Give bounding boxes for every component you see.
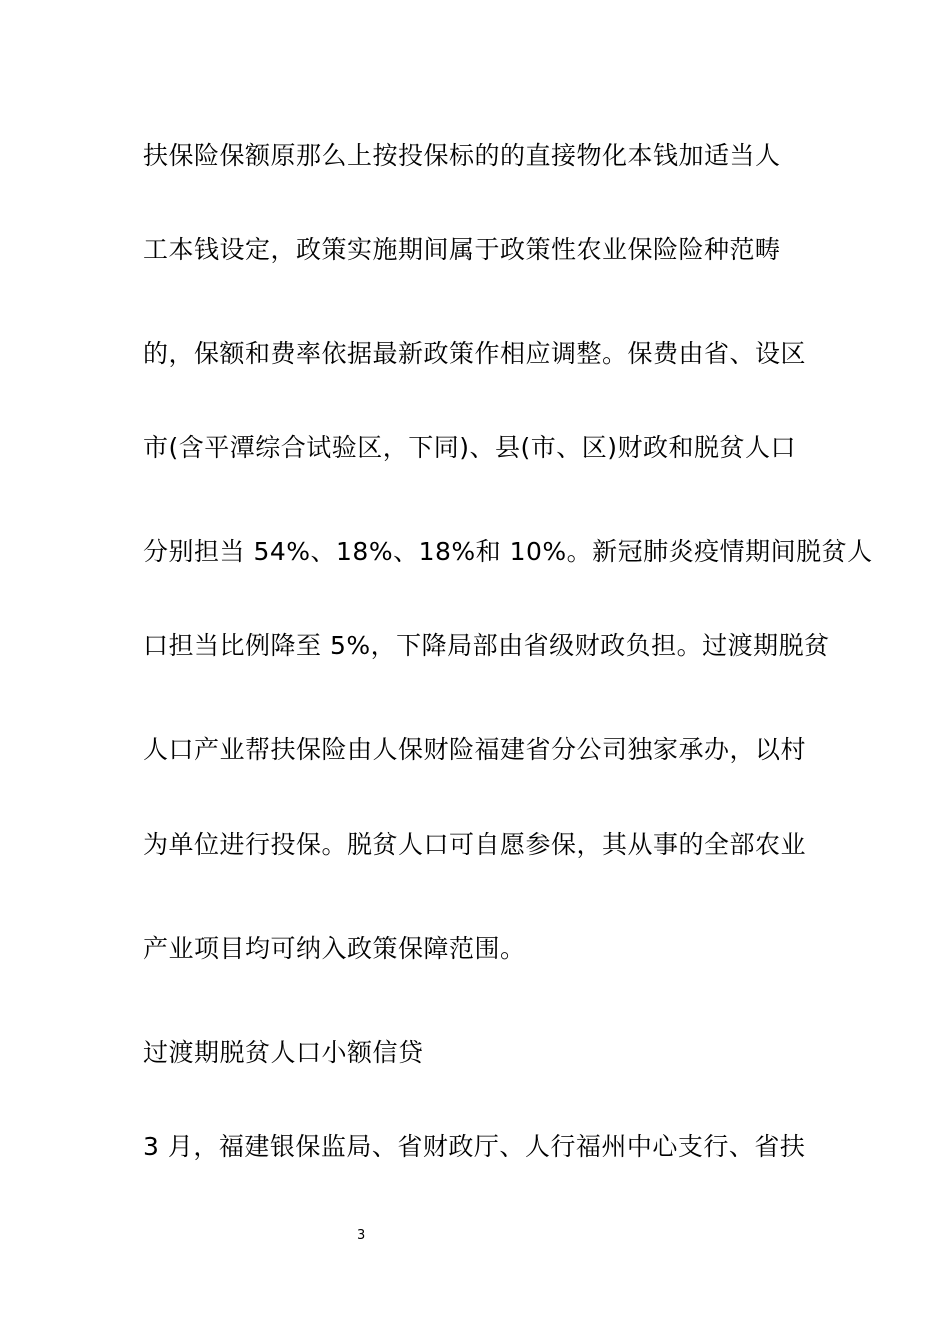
paragraph-line-8: 为单位进行投保。脱贫人口可自愿参保，其从事的全部农业 [143,830,807,859]
paragraph-line-6: 口担当比例降至 5%，下降局部由省级财政负担。过渡期脱贫 [143,631,830,660]
paragraph-line-3: 的，保额和费率依据最新政策作相应调整。保费由省、设区 [143,339,807,368]
paragraph-line-7: 人口产业帮扶保险由人保财险福建省分公司独家承办，以村 [143,735,807,764]
paragraph-line-10: 3 月，福建银保监局、省财政厅、人行福州中心支行、省扶 [143,1132,806,1161]
section-heading: 过渡期脱贫人口小额信贷 [143,1038,424,1067]
page-number: 3 [357,1228,366,1243]
paragraph-line-2: 工本钱设定，政策实施期间属于政策性农业保险险种范畴 [143,235,781,264]
paragraph-line-9: 产业项目均可纳入政策保障范围。 [143,934,526,963]
paragraph-line-4: 市(含平潭综合试验区，下同)、县(市、区)财政和脱贫人口 [143,433,797,462]
paragraph-line-1: 扶保险保额原那么上按投保标的的直接物化本钱加适当人 [143,141,781,170]
paragraph-line-5: 分别担当 54%、18%、18%和 10%。新冠肺炎疫情期间脱贫人 [143,537,873,566]
